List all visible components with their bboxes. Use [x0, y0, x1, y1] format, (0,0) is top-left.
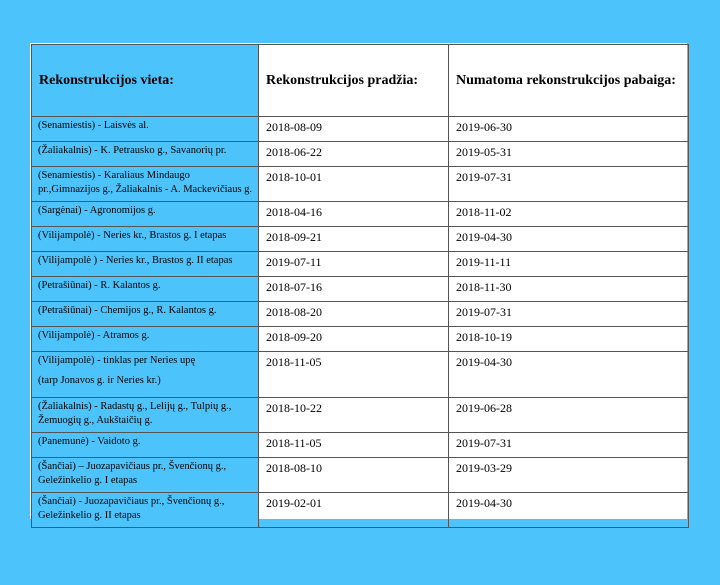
cell-start-date: 2019-07-11: [259, 252, 449, 277]
location-text: (Vilijampolė) - Neries kr., Brastos g. I etapas: [38, 230, 227, 241]
location-text: (Žaliakalnis) - K. Petrausko g., Savanorių pr.: [38, 145, 227, 156]
cell-end-date: 2019-04-30: [449, 352, 689, 398]
cell-end-date: 2019-04-30: [449, 227, 689, 252]
cell-end-date: 2019-07-31: [449, 433, 689, 458]
location-text: (Senamiestis) - Laisvės al.: [38, 120, 149, 131]
location-text: (Vilijampolė) - Atramos g.: [38, 330, 150, 341]
cell-start-date: 2018-04-16: [259, 202, 449, 227]
cell-end-date: 2018-11-02: [449, 202, 689, 227]
cell-start-date: 2018-08-20: [259, 302, 449, 327]
table-row: [32, 352, 689, 398]
location-text: (Vilijampolė ) - Neries kr., Brastos g. II etapas: [38, 255, 233, 266]
document-sheet: [30, 43, 687, 519]
table-row: [32, 117, 689, 142]
cell-start-date: 2018-11-05: [259, 433, 449, 458]
location-text: (Petrašiūnai) - Chemijos g., R. Kalantos g.: [38, 305, 217, 316]
header-start: Rekonstrukcijos pradžia:: [259, 45, 449, 117]
location-text: (Šančiai) – Juozapavičiaus pr., Švenčionų g., Geležinkelio g. I etapas: [38, 461, 227, 486]
table-row: [32, 167, 689, 202]
cell-location: [32, 202, 259, 227]
cell-location: [32, 327, 259, 352]
cell-location: [32, 142, 259, 167]
cell-location: [32, 167, 259, 202]
cell-start-date: 2018-10-22: [259, 398, 449, 433]
location-text: (tarp Jonavos g. ir Neries kr.): [38, 375, 161, 386]
location-text: (Sargėnai) - Agronomijos g.: [38, 205, 156, 216]
cell-end-date: 2019-04-30: [449, 493, 689, 528]
location-text: (Vilijampolė) - tinklas per Neries upę: [38, 355, 196, 366]
cell-location: [32, 458, 259, 493]
cell-start-date: 2018-10-01: [259, 167, 449, 202]
cell-end-date: 2019-06-30: [449, 117, 689, 142]
table-header-row: [32, 45, 689, 117]
table-row: [32, 458, 689, 493]
cell-end-date: 2019-07-31: [449, 302, 689, 327]
cell-start-date: 2018-07-16: [259, 277, 449, 302]
cell-start-date: 2018-09-21: [259, 227, 449, 252]
reconstruction-table: [31, 44, 689, 528]
cell-start-date: 2018-08-10: [259, 458, 449, 493]
location-text: (Petrašiūnai) - R. Kalantos g.: [38, 280, 161, 291]
table-row: [32, 252, 689, 277]
cell-start-date: 2019-02-01: [259, 493, 449, 528]
cell-location: [32, 302, 259, 327]
table-row: [32, 227, 689, 252]
table-row: [32, 277, 689, 302]
cell-end-date: 2019-11-11: [449, 252, 689, 277]
cell-end-date: 2019-05-31: [449, 142, 689, 167]
location-text: (Žaliakalnis) - Radastų g., Lelijų g., Tulpių g., Žemuogių g., Aukštaičių g.: [38, 401, 232, 426]
cell-end-date: 2018-11-30: [449, 277, 689, 302]
cell-end-date: 2019-06-28: [449, 398, 689, 433]
cell-start-date: 2018-06-22: [259, 142, 449, 167]
cell-end-date: 2019-03-29: [449, 458, 689, 493]
table-row: [32, 302, 689, 327]
location-text: (Senamiestis) - Karaliaus Mindaugo pr.,Gimnazijos g., Žaliakalnis - A. Mackevičiaus g.: [38, 170, 253, 195]
table-row: [32, 493, 689, 528]
location-text: (Šančiai) - Juozapavičiaus pr., Švenčionų g., Geležinkelio g. II etapas: [38, 496, 225, 521]
table-row: [32, 327, 689, 352]
header-location: Rekonstrukcijos vieta:: [32, 45, 259, 117]
header-end: Numatoma rekonstrukcijos pabaiga:: [449, 45, 689, 117]
table-row: [32, 142, 689, 167]
cell-location: [32, 398, 259, 433]
cell-location: [32, 493, 259, 528]
cell-end-date: 2019-07-31: [449, 167, 689, 202]
location-text: (Panemunė) - Vaidoto g.: [38, 436, 141, 447]
table-body: [32, 117, 689, 528]
table-row: [32, 398, 689, 433]
cell-end-date: 2018-10-19: [449, 327, 689, 352]
cell-start-date: 2018-09-20: [259, 327, 449, 352]
cell-start-date: 2018-11-05: [259, 352, 449, 398]
cell-location: [32, 117, 259, 142]
cell-location: [32, 252, 259, 277]
cell-location: [32, 352, 259, 398]
cell-start-date: 2018-08-09: [259, 117, 449, 142]
cell-location: [32, 227, 259, 252]
table-row: [32, 433, 689, 458]
cell-location: [32, 433, 259, 458]
cell-location: [32, 277, 259, 302]
table-row: [32, 202, 689, 227]
